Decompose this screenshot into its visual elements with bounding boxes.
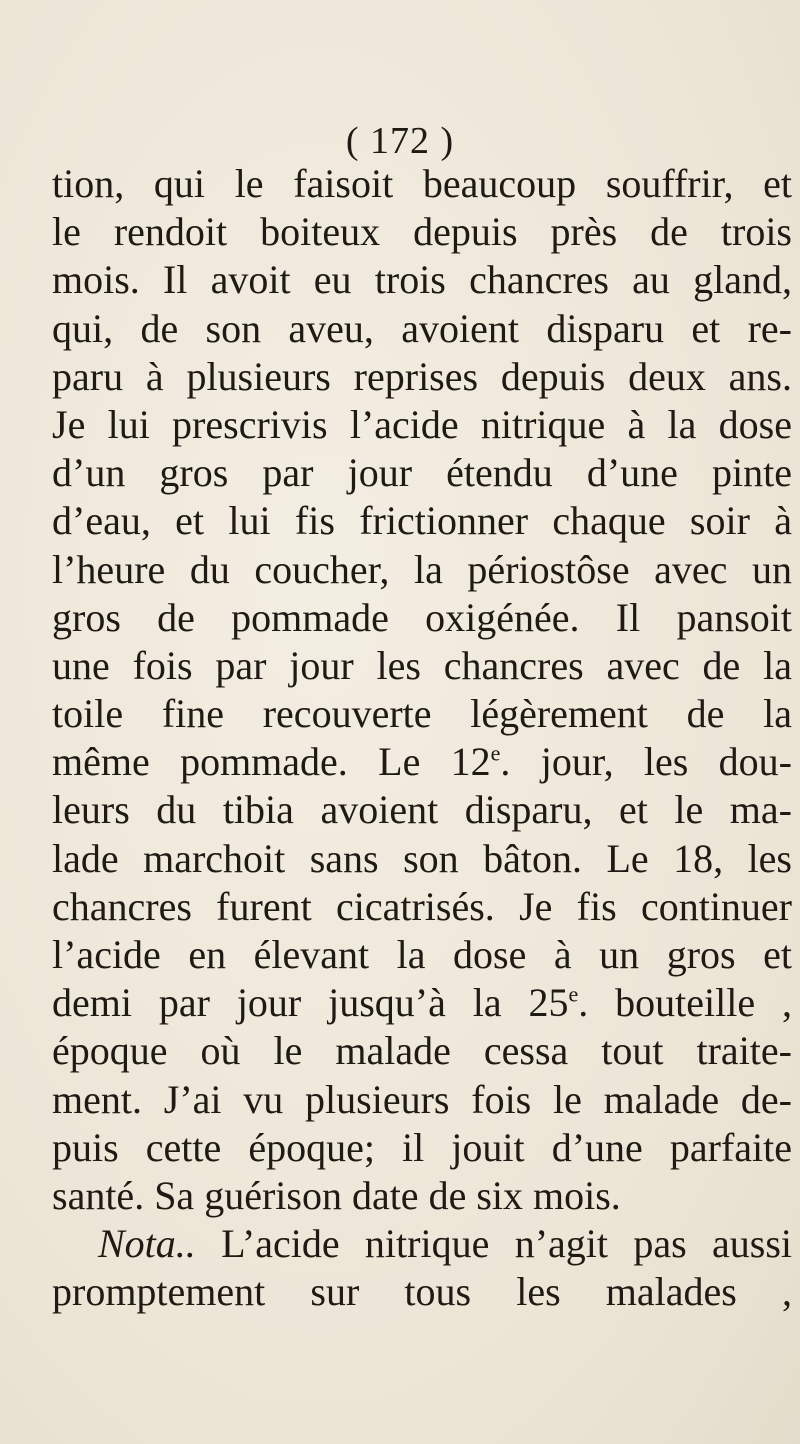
text-line: ment. J’ai vu plusieurs fois le malade de- [52, 1076, 792, 1122]
nota-continuation: promptement sur tous les malades , [52, 1269, 792, 1315]
text-line: mois. Il avoit eu trois chancres au gland, [52, 257, 792, 303]
text-line: d’eau, et lui fis frictionner chaque soir à [52, 498, 792, 544]
text-line: santé. Sa guérison date de six mois. [52, 1172, 621, 1218]
text-line: paru à plusieurs reprises depuis deux ans. [52, 353, 792, 399]
text-line: époque où le malade cessa tout traite- [52, 1028, 792, 1074]
text-line: lade marchoit sans son bâton. Le 18, les [52, 835, 792, 881]
nota-line [52, 1220, 792, 1268]
text-line: chancres furent cicatrisés. Je fis continuer [52, 883, 792, 929]
nota-label: Nota.. [98, 1221, 196, 1267]
text-line: le rendoit boiteux depuis près de trois [52, 209, 792, 255]
text-line: puis cette époque; il jouit d’une parfaite [52, 1124, 792, 1170]
nota-text: L’acide nitrique n’agit pas aussi [195, 1221, 792, 1267]
text-line: demi par jour jusqu’à la 25e. bouteille , [52, 980, 793, 1026]
text-line: l’acide en élevant la dose à un gros et [52, 932, 792, 977]
text-line: qui, de son aveu, avoient disparu et re- [52, 305, 792, 351]
text-line: toile fine recouverte légèrement de la [52, 691, 792, 737]
text-line: d’un gros par jour étendu d’une pinte [52, 450, 792, 496]
text-line: même pommade. Le 12e. jour, les dou- [52, 739, 793, 785]
text-line: l’heure du coucher, la périostôse avec un [52, 546, 792, 592]
text-line: leurs du tibia avoient disparu, et le ma- [52, 787, 792, 833]
text-line: une fois par jour les chancres avec de la [52, 642, 792, 688]
ordinal-superscript: e [568, 981, 579, 1007]
body-text [52, 160, 792, 1317]
ordinal-superscript: e [490, 740, 501, 766]
text-line: gros de pommade oxigénée. Il pansoit [52, 594, 792, 640]
page-number: ( 172 ) [345, 120, 455, 162]
text-line: Je lui prescrivis l’acide nitrique à la dose [52, 401, 792, 447]
text-line: tion, qui le faisoit beaucoup souffrir, et [52, 161, 792, 206]
